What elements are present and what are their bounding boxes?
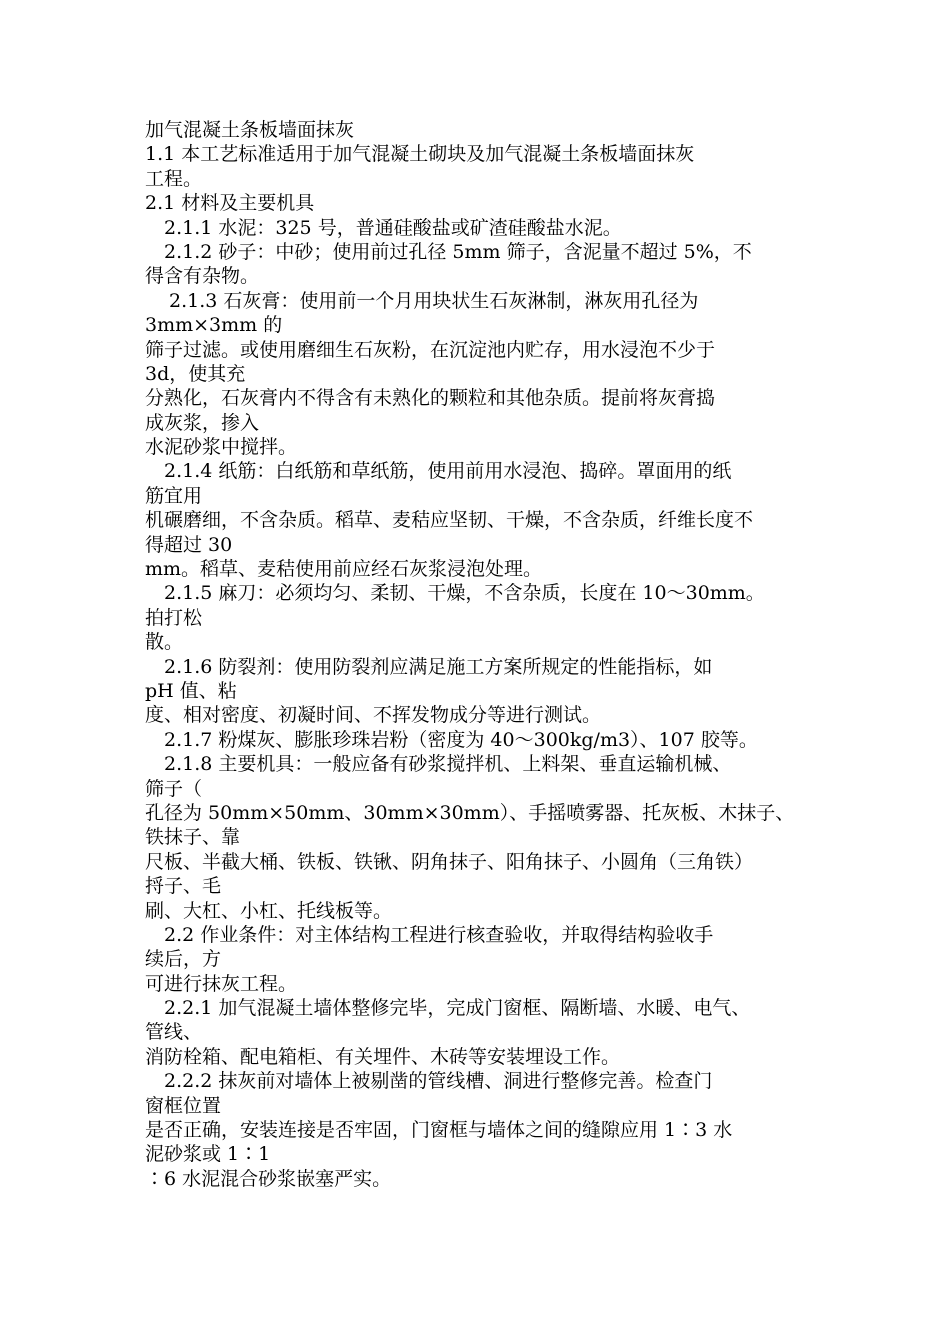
text-line: 工程。 xyxy=(145,167,203,190)
text-line: ∶6 水泥混合砂浆嵌塞严实。 xyxy=(145,1167,392,1190)
text-line: 度、相对密度、初凝时间、不挥发物成分等进行测试。 xyxy=(145,704,602,727)
text-line: 2.1 材料及主要机具 xyxy=(145,192,315,215)
text-line: 分熟化，石灰膏内不得含有未熟化的颗粒和其他杂质。提前将灰膏捣 xyxy=(145,387,716,410)
text-line: 2.1.8 主要机具：一般应备有砂浆搅拌机、上料架、垂直运输机械、 xyxy=(164,753,732,776)
text-line: 可进行抹灰工程。 xyxy=(145,972,298,995)
text-line: 拍打松 xyxy=(145,606,203,629)
text-line: 得超过 30 xyxy=(145,533,233,556)
text-line: pH 值、粘 xyxy=(145,679,237,702)
text-line: 铁抹子、靠 xyxy=(145,826,241,849)
text-line: 1.1 本工艺标准适用于加气混凝土砌块及加气混凝土条板墙面抹灰 xyxy=(145,143,695,166)
text-line: 续后，方 xyxy=(145,948,222,971)
text-line: 成灰浆，掺入 xyxy=(145,411,260,434)
text-line: 2.2.1 加气混凝土墙体整修完毕，完成门窗框、隔断墙、水暖、电气、 xyxy=(164,997,751,1020)
text-line: 得含有杂物。 xyxy=(145,265,260,288)
text-line: 2.1.5 麻刀：必须均匀、柔韧、干燥，不含杂质，长度在 10～30mm。 xyxy=(164,582,765,605)
text-line: 筛子过滤。或使用磨细生石灰粉，在沉淀池内贮存，用水浸泡不少于 xyxy=(145,338,716,361)
text-line: 是否正确，安装连接是否牢固，门窗框与墙体之间的缝隙应用 1∶3 水 xyxy=(145,1119,733,1142)
text-line: 尺板、半截大桶、铁板、铁锹、阴角抹子、阳角抹子、小圆角（三角铁） xyxy=(145,850,754,873)
text-line: mm。稻草、麦秸使用前应经石灰浆浸泡处理。 xyxy=(145,558,543,581)
text-line: 3d，使其充 xyxy=(145,362,246,385)
text-line: 2.1.1 水泥：325 号，普通硅酸盐或矿渣硅酸盐水泥。 xyxy=(164,216,622,239)
text-line: 刷、大杠、小杠、托线板等。 xyxy=(145,899,393,922)
text-line: 窗框位置 xyxy=(145,1094,222,1117)
text-line: 筋宜用 xyxy=(145,484,203,507)
text-line: 3mm×3mm 的 xyxy=(145,314,283,337)
text-line: 2.1.7 粉煤灰、膨胀珍珠岩粉（密度为 40～300kg/m3）、107 胶等。 xyxy=(164,728,758,751)
text-line: 机碾磨细，不含杂质。稻草、麦秸应坚韧、干燥，不含杂质，纤维长度不 xyxy=(145,509,754,532)
text-line: 捋子、毛 xyxy=(145,875,222,898)
text-line: 孔径为 50mm×50mm、30mm×30mm）、手摇喷雾器、托灰板、木抹子、 xyxy=(145,801,795,824)
text-line: 消防栓箱、配电箱柜、有关埋件、木砖等安装埋设工作。 xyxy=(145,1045,621,1068)
text-line: 散。 xyxy=(145,631,184,654)
text-line: 2.1.3 石灰膏：使用前一个月用块状生石灰淋制，淋灰用孔径为 xyxy=(169,289,699,312)
text-line: 管线、 xyxy=(145,1021,203,1044)
text-line: 2.2 作业条件：对主体结构工程进行核查验收，并取得结构验收手 xyxy=(164,923,714,946)
text-line: 2.1.2 砂子：中砂；使用前过孔径 5mm 筛子，含泥量不超过 5%，不 xyxy=(164,240,752,263)
text-line: 2.1.6 防裂剂：使用防裂剂应满足施工方案所规定的性能指标，如 xyxy=(164,655,713,678)
text-line: 筛子（ xyxy=(145,777,203,800)
text-line: 水泥砂浆中搅拌。 xyxy=(145,436,298,459)
document-body xyxy=(145,118,810,1191)
text-line: 泥砂浆或 1∶1 xyxy=(145,1143,271,1166)
document-title: 加气混凝土条板墙面抹灰 xyxy=(145,119,355,141)
text-line: 2.1.4 纸筋：白纸筋和草纸筋，使用前用水浸泡、捣碎。罩面用的纸 xyxy=(164,460,732,483)
text-line: 2.2.2 抹灰前对墙体上被剔凿的管线槽、洞进行整修完善。检查门 xyxy=(164,1070,713,1093)
